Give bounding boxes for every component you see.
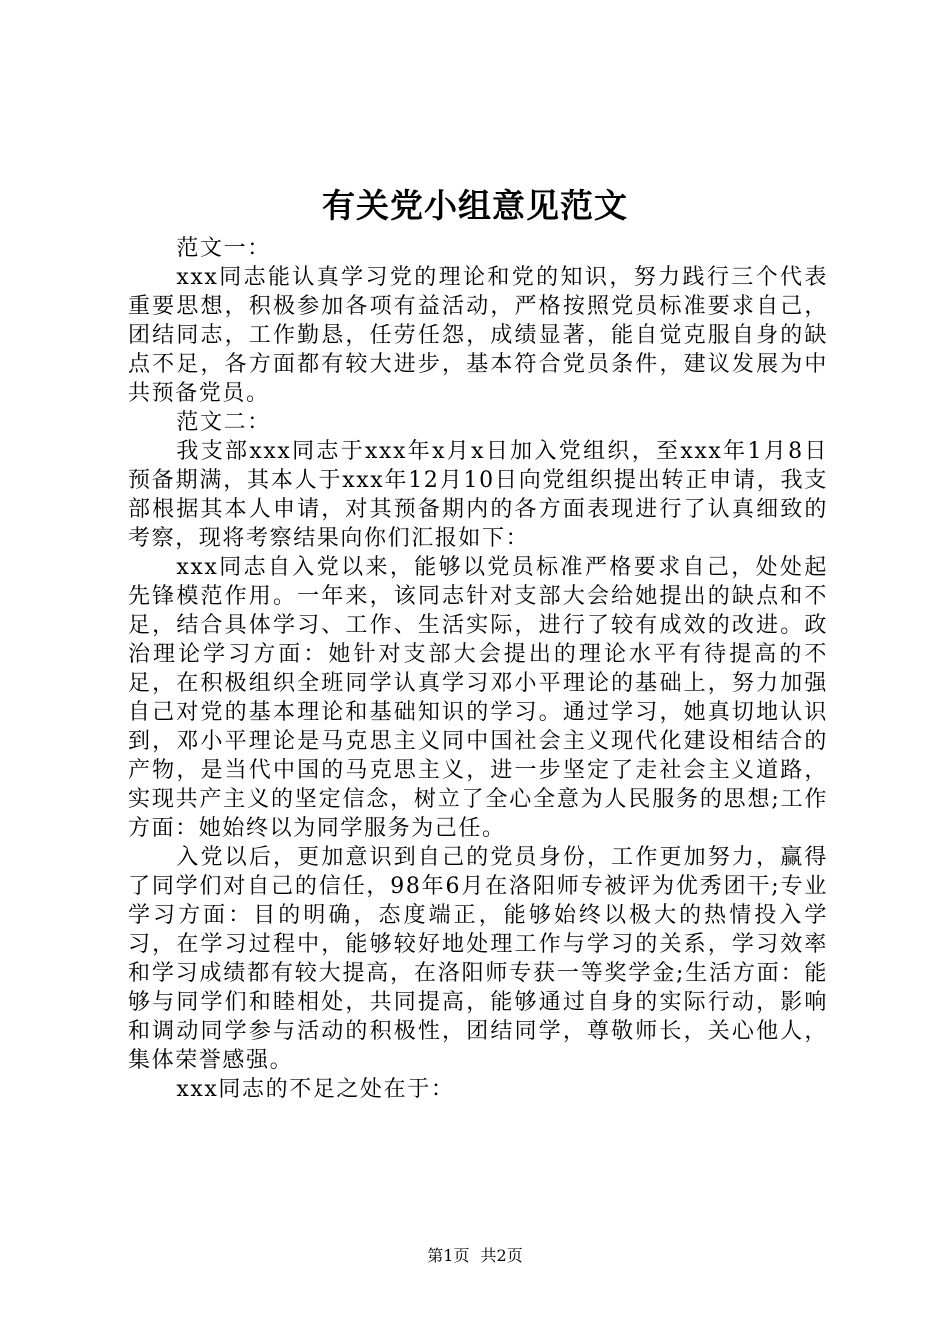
section-heading-1: 范文一： (176, 236, 271, 261)
paragraph-5: xxx同志的不足之处在于： (176, 1077, 455, 1102)
document-body (128, 234, 828, 1104)
page-total: 共2页 (480, 1246, 523, 1265)
document-title: 有关党小组意见范文 (322, 186, 628, 225)
paragraph-2: 我支部xxx同志于xxx年x月x日加入党组织，至xxx年1月8日预备期满，其本人于xxx年12月10日向党组织提出转正申请，我支部根据其本人申请，对其预备期内的各方面表现进行了认真细致的考察，现将考察结果向你们汇报如下： (128, 439, 828, 551)
page-footer (0, 1245, 950, 1267)
page-number: 第1页 (427, 1246, 470, 1265)
section-heading-2: 范文二： (176, 410, 271, 435)
paragraph-1: xxx同志能认真学习党的理论和党的知识，努力践行三个代表重要思想，积极参加各项有益活动，严格按照党员标准要求自己，团结同志，工作勤恳，任劳任怨，成绩显著，能自觉克服自身的缺点不足，各方面都有较大进步，基本符合党员条件，建议发展为中共预备党员。 (128, 265, 828, 406)
paragraph-4: 入党以后，更加意识到自己的党员身份，工作更加努力，赢得了同学们对自己的信任，98年6月在洛阳师专被评为优秀团干;专业学习方面：目的明确，态度端正，能够始终以极大的热情投入学习，在学习过程中，能够较好地处理工作与学习的关系，学习效率和学习成绩都有较大提高，在洛阳师专获一等奖学金;生活方面：能够与同学们和睦相处，共同提高，能够通过自身的实际行动，影响和调动同学参与活动的积极性，团结同学，尊敬师长，关心他人，集体荣誉感强。 (128, 845, 828, 1073)
paragraph-3: xxx同志自入党以来，能够以党员标准严格要求自己，处处起先锋模范作用。一年来，该同志针对支部大会给她提出的缺点和不足，结合具体学习、工作、生活实际，进行了较有成效的改进。政治理论学习方面：她针对支部大会提出的理论水平有待提高的不足，在积极组织全班同学认真学习邓小平理论的基础上，努力加强自己对党的基本理论和基础知识的学习。通过学习，她真切地认识到，邓小平理论是马克思主义同中国社会主义现代化建设相结合的产物，是当代中国的马克思主义，进一步坚定了走社会主义道路，实现共产主义的坚定信念，树立了全心全意为人民服务的思想;工作方面：她始终以为同学服务为己任。 (128, 555, 828, 841)
